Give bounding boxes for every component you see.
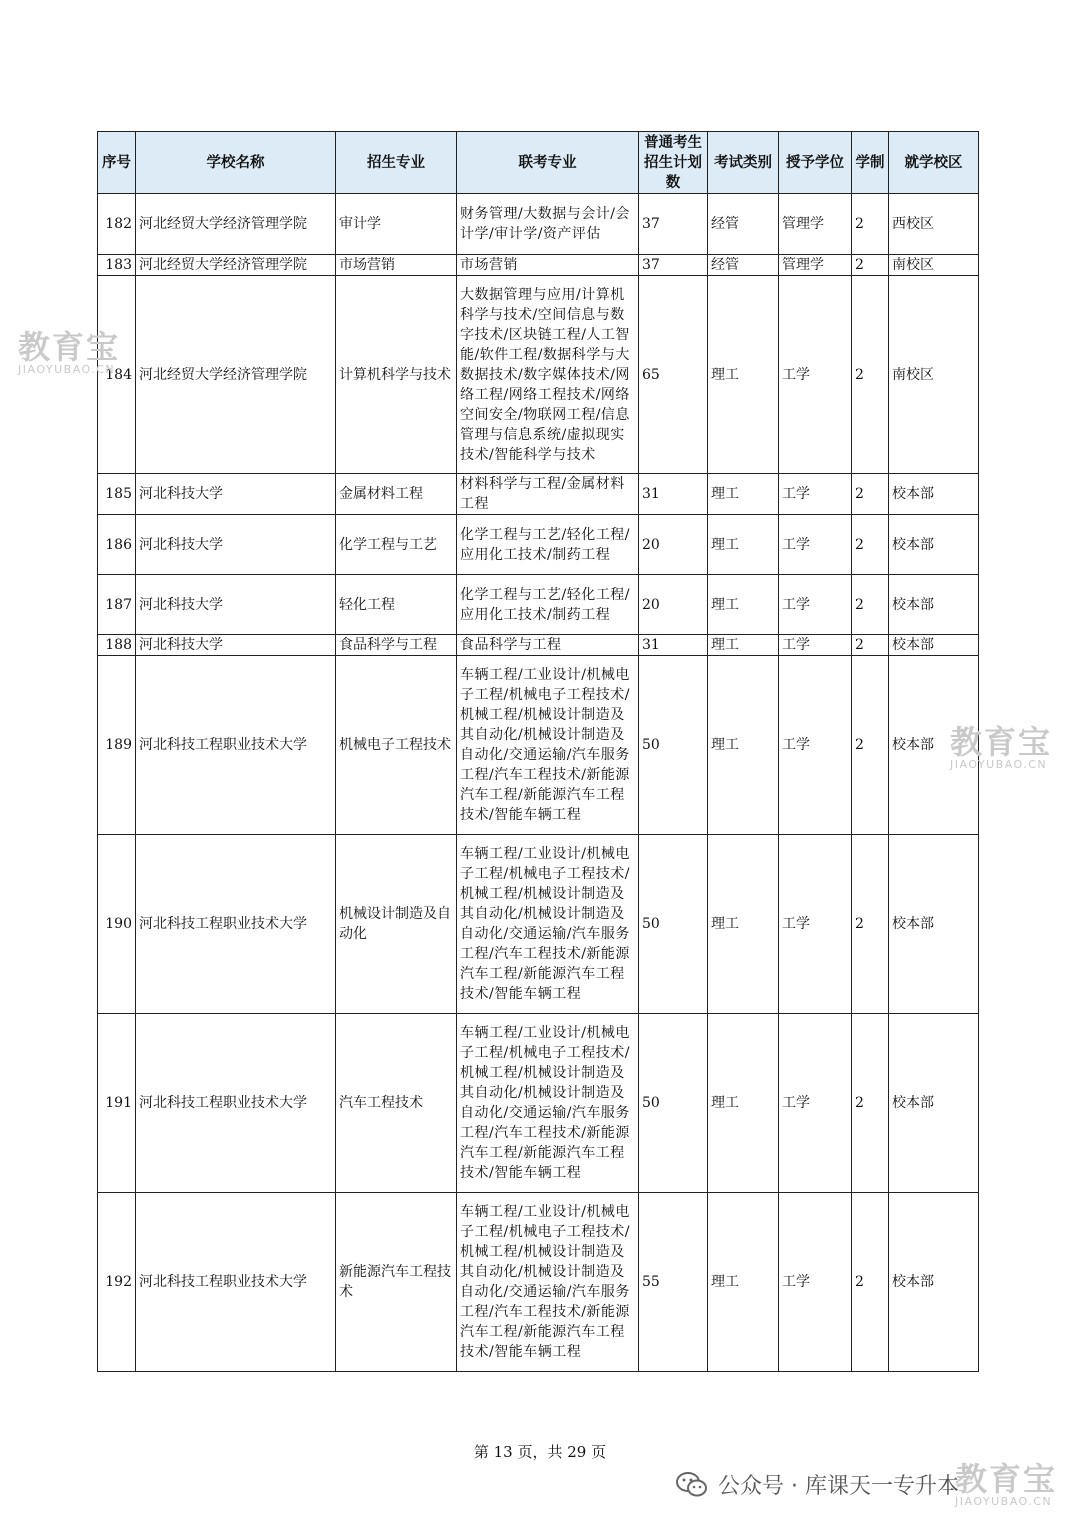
cell-seq: 187 (98, 575, 136, 635)
cell-campus: 南校区 (889, 276, 979, 474)
cell-exam-major: 化学工程与工艺/轻化工程/应用化工技术/制药工程 (457, 515, 639, 575)
cell-seq: 191 (98, 1014, 136, 1193)
cell-plan: 50 (639, 656, 708, 835)
cell-degree: 工学 (779, 276, 852, 474)
cell-years: 2 (852, 835, 889, 1014)
cell-seq: 183 (98, 255, 136, 276)
cell-campus: 校本部 (889, 575, 979, 635)
table-row (98, 255, 979, 276)
cell-plan: 31 (639, 474, 708, 515)
watermark-domain: JIAOYUBAO.CN (955, 1495, 1053, 1508)
cell-major: 金属材料工程 (336, 474, 457, 515)
cell-category: 理工 (708, 656, 779, 835)
cell-category: 理工 (708, 635, 779, 656)
cell-major: 轻化工程 (336, 575, 457, 635)
cell-years: 2 (852, 276, 889, 474)
header-plan: 普通考生招生计划数 (639, 132, 708, 194)
header-years: 学制 (852, 132, 889, 194)
watermark-domain: JIAOYUBAO.CN (950, 758, 1048, 771)
cell-years: 2 (852, 515, 889, 575)
cell-campus: 校本部 (889, 474, 979, 515)
cell-plan: 65 (639, 276, 708, 474)
cell-plan: 37 (639, 194, 708, 255)
cell-category: 理工 (708, 474, 779, 515)
cell-school: 河北科技大学 (136, 635, 336, 656)
watermark-brand: 教育宝 (955, 1460, 1058, 1498)
cell-exam-major: 车辆工程/工业设计/机械电子工程/机械电子工程技术/机械工程/机械设计制造及其自动化/机械设计制造及自动化/交通运输/汽车服务工程/汽车工程技术/新能源汽车工程/新能源汽车工程技术/智能车辆工程 (457, 835, 639, 1014)
cell-exam-major: 化学工程与工艺/轻化工程/应用化工技术/制药工程 (457, 575, 639, 635)
cell-category: 理工 (708, 276, 779, 474)
cell-years: 2 (852, 1014, 889, 1193)
cell-exam-major: 大数据管理与应用/计算机科学与技术/空间信息与数字技术/区块链工程/人工智能/软件工程/数据科学与大数据技术/数字媒体技术/网络工程/网络工程技术/网络空间安全/物联网工程/信息管理与信息系统/虚拟现实技术/智能科学与技术 (457, 276, 639, 474)
cell-seq: 188 (98, 635, 136, 656)
watermark-left (18, 330, 120, 376)
cell-years: 2 (852, 474, 889, 515)
header-degree: 授予学位 (779, 132, 852, 194)
cell-major: 审计学 (336, 194, 457, 255)
cell-seq: 186 (98, 515, 136, 575)
cell-plan: 31 (639, 635, 708, 656)
cell-degree: 工学 (779, 1014, 852, 1193)
cell-campus: 校本部 (889, 656, 979, 835)
cell-plan: 50 (639, 835, 708, 1014)
cell-campus: 校本部 (889, 835, 979, 1014)
table-row (98, 835, 979, 1014)
cell-major: 机械电子工程技术 (336, 656, 457, 835)
cell-plan: 55 (639, 1193, 708, 1372)
cell-degree: 工学 (779, 635, 852, 656)
cell-exam-major: 食品科学与工程 (457, 635, 639, 656)
cell-school: 河北科技工程职业技术大学 (136, 835, 336, 1014)
watermark-brand: 教育宝 (950, 723, 1053, 761)
header-exam-major: 联考专业 (457, 132, 639, 194)
cell-category: 理工 (708, 1193, 779, 1372)
cell-degree: 工学 (779, 1193, 852, 1372)
cell-exam-major: 材料科学与工程/金属材料工程 (457, 474, 639, 515)
table-row (98, 1014, 979, 1193)
cell-years: 2 (852, 575, 889, 635)
cell-major: 市场营销 (336, 255, 457, 276)
cell-degree: 工学 (779, 515, 852, 575)
cell-years: 2 (852, 635, 889, 656)
cell-campus: 南校区 (889, 255, 979, 276)
cell-degree: 工学 (779, 835, 852, 1014)
table-row (98, 276, 979, 474)
cell-seq: 182 (98, 194, 136, 255)
cell-degree: 工学 (779, 474, 852, 515)
cell-exam-major: 车辆工程/工业设计/机械电子工程/机械电子工程技术/机械工程/机械设计制造及其自动化/机械设计制造及自动化/交通运输/汽车服务工程/汽车工程技术/新能源汽车工程/新能源汽车工程技术/智能车辆工程 (457, 1014, 639, 1193)
cell-exam-major: 市场营销 (457, 255, 639, 276)
cell-exam-major: 车辆工程/工业设计/机械电子工程/机械电子工程技术/机械工程/机械设计制造及其自动化/机械设计制造及自动化/交通运输/汽车服务工程/汽车工程技术/新能源汽车工程/新能源汽车工程技术/智能车辆工程 (457, 1193, 639, 1372)
cell-degree: 管理学 (779, 255, 852, 276)
cell-years: 2 (852, 1193, 889, 1372)
cell-years: 2 (852, 194, 889, 255)
cell-major: 机械设计制造及自动化 (336, 835, 457, 1014)
header-seq: 序号 (98, 132, 136, 194)
page-number: 第 13 页，共 29 页 (473, 1443, 607, 1461)
cell-category: 理工 (708, 515, 779, 575)
cell-campus: 校本部 (889, 515, 979, 575)
cell-plan: 50 (639, 1014, 708, 1193)
cell-seq: 190 (98, 835, 136, 1014)
cell-school: 河北科技大学 (136, 575, 336, 635)
cell-plan: 20 (639, 515, 708, 575)
cell-seq: 185 (98, 474, 136, 515)
cell-exam-major: 财务管理/大数据与会计/会计学/审计学/资产评估 (457, 194, 639, 255)
header-category: 考试类别 (708, 132, 779, 194)
cell-degree: 工学 (779, 575, 852, 635)
cell-exam-major: 车辆工程/工业设计/机械电子工程/机械电子工程技术/机械工程/机械设计制造及其自动化/机械设计制造及自动化/交通运输/汽车服务工程/汽车工程技术/新能源汽车工程/新能源汽车工程技术/智能车辆工程 (457, 656, 639, 835)
cell-seq: 189 (98, 656, 136, 835)
cell-years: 2 (852, 656, 889, 835)
watermark-bottom (955, 1462, 1057, 1508)
cell-plan: 20 (639, 575, 708, 635)
table-row (98, 474, 979, 515)
header-major: 招生专业 (336, 132, 457, 194)
cell-campus: 校本部 (889, 1014, 979, 1193)
table-row (98, 656, 979, 835)
cell-school: 河北经贸大学经济管理学院 (136, 255, 336, 276)
cell-school: 河北科技大学 (136, 474, 336, 515)
wechat-icon (676, 1471, 708, 1499)
cell-campus: 西校区 (889, 194, 979, 255)
cell-school: 河北科技工程职业技术大学 (136, 1193, 336, 1372)
cell-major: 食品科学与工程 (336, 635, 457, 656)
table-row (98, 194, 979, 255)
cell-plan: 37 (639, 255, 708, 276)
cell-years: 2 (852, 255, 889, 276)
cell-campus: 校本部 (889, 1193, 979, 1372)
cell-school: 河北经贸大学经济管理学院 (136, 276, 336, 474)
table-row (98, 1193, 979, 1372)
table-row (98, 575, 979, 635)
cell-category: 经管 (708, 255, 779, 276)
table-header-row (98, 132, 979, 194)
header-school: 学校名称 (136, 132, 336, 194)
cell-degree: 管理学 (779, 194, 852, 255)
table-row (98, 635, 979, 656)
cell-category: 理工 (708, 1014, 779, 1193)
wechat-account-banner (676, 1469, 959, 1500)
cell-major: 汽车工程技术 (336, 1014, 457, 1193)
cell-school: 河北科技大学 (136, 515, 336, 575)
cell-degree: 工学 (779, 656, 852, 835)
cell-school: 河北经贸大学经济管理学院 (136, 194, 336, 255)
cell-major: 计算机科学与技术 (336, 276, 457, 474)
cell-category: 理工 (708, 575, 779, 635)
watermark-brand: 教育宝 (18, 328, 121, 366)
cell-major: 化学工程与工艺 (336, 515, 457, 575)
cell-school: 河北科技工程职业技术大学 (136, 1014, 336, 1193)
cell-major: 新能源汽车工程技术 (336, 1193, 457, 1372)
watermark-right (950, 725, 1052, 771)
cell-campus: 校本部 (889, 635, 979, 656)
cell-category: 经管 (708, 194, 779, 255)
enrollment-table (97, 131, 979, 1372)
cell-category: 理工 (708, 835, 779, 1014)
table-row (98, 515, 979, 575)
wechat-account-label: 公众号 · 库课天一专升本 (718, 1474, 959, 1499)
cell-seq: 184 (98, 276, 136, 474)
header-campus: 就学校区 (889, 132, 979, 194)
cell-school: 河北科技工程职业技术大学 (136, 656, 336, 835)
cell-seq: 192 (98, 1193, 136, 1372)
watermark-domain: JIAOYUBAO.CN (18, 363, 116, 376)
